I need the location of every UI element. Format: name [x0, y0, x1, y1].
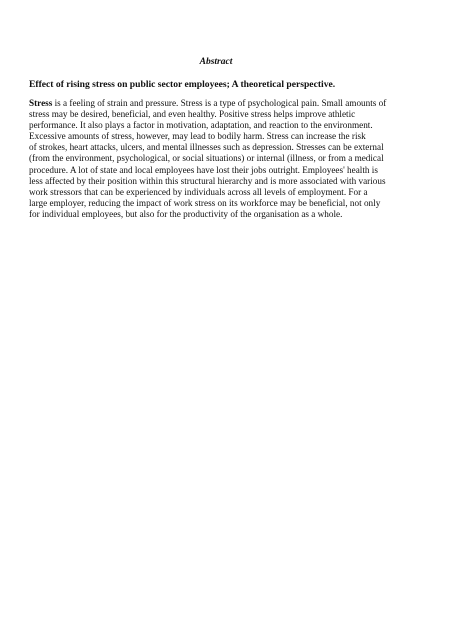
abstract-line-8: less affected by their position within this structural hierarchy and is more associated with various	[29, 175, 386, 186]
abstract-line-9: work stressors that can be experienced by individuals across all levels of employment. For a	[29, 186, 368, 197]
lead-word: Stress	[29, 98, 53, 108]
abstract-line-2: stress may be desired, beneficial, and even healthy. Positive stress helps improve athletic	[29, 109, 356, 120]
abstract-body	[29, 98, 449, 220]
abstract-heading: Abstract	[199, 57, 233, 67]
abstract-line-10: large employer, reducing the impact of work stress on its workforce may be beneficial, not only	[29, 197, 381, 208]
abstract-line-6: (from the environment, psychological, or social situations) or internal (illness, or from a medical	[29, 153, 384, 164]
abstract-line-4: Excessive amounts of stress, however, may lead to bodily harm. Stress can increase the risk	[29, 131, 366, 142]
abstract-line-1	[29, 98, 449, 109]
abstract-line-1-text: is a feeling of strain and pressure. Stress is a type of psychological pain. Small amounts of	[52, 98, 387, 108]
abstract-line-11: for individual employees, but also for the productivity of the organisation as a whole.	[29, 208, 343, 219]
abstract-line-5: of strokes, heart attacks, ulcers, and mental illnesses such as depression. Stresses can be external	[29, 142, 384, 153]
abstract-line-7: procedure. A lot of state and local employees have lost their jobs outright. Employees' health is	[29, 164, 378, 175]
abstract-line-3: performance. It also plays a factor in motivation, adaptation, and reaction to the environment.	[29, 120, 373, 131]
paper-title: Effect of rising stress on public sector employees; A theoretical perspective.	[29, 79, 336, 90]
